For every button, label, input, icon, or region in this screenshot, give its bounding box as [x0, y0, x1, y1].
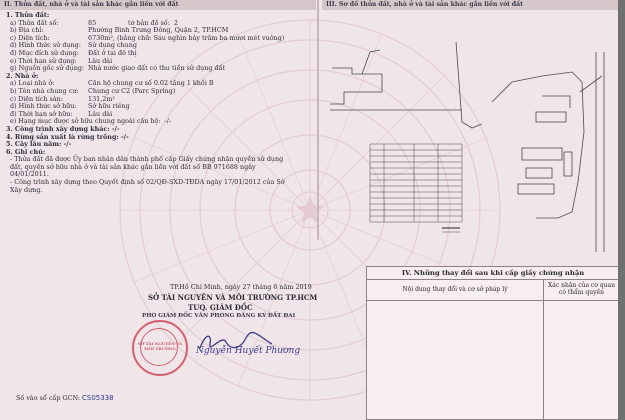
changes-column-rule [543, 300, 544, 419]
note-item: - Thửa đất đã được Ủy ban nhân dân thành phố cấp Giấy chứng nhận quyền sử dụng đất, quyền sở hữu nhà ở và tài sản khác gắn liền với đất số BB 971688 ngày 04/01/2011. [10, 155, 284, 179]
section-header-diagram: III. Sơ đồ thửa đất, nhà ở và tài sản khác gắn liền với đất [322, 0, 618, 10]
land-row: đ) Mục đích sử dụng: Đất ở tại đô thị [10, 48, 137, 57]
changes-table [366, 266, 618, 420]
house-row: d) Hình thức sở hữu: Sở hữu riêng [10, 102, 130, 111]
registration-label: Số vào sổ cấp GCN: [16, 394, 80, 402]
house-row: e) Hạng mục được sở hữu chung ngoài căn hộ: -/- [10, 117, 172, 126]
house-row: đ) Thời hạn sở hữu: Lâu dài [10, 109, 113, 118]
section-header-land: II. Thửa đất, nhà ở và tài sản khác gắn liền với đất [0, 0, 316, 10]
registration-footer [16, 394, 114, 402]
land-row: c) Diện tích: 6730m², (bằng chữ: Sáu nghìn bảy trăm ba mươi mét vuông) [10, 33, 285, 42]
changes-title: IV. Những thay đổi sau khi cấp giấy chứng nhận [367, 267, 618, 280]
issuing-authority: SỞ TÀI NGUYÊN VÀ MÔI TRƯỜNG TP.HCM [148, 293, 318, 302]
stamp-text: SỞ TÀI NGUYÊN VÀ MÔI TRƯỜNG [137, 341, 183, 351]
land-row: g) Nguồn gốc sử dụng: Nhà nước giao đất có thu tiền sử dụng đất [10, 64, 226, 73]
note-item: - Công trình xây dựng theo Quyết định số 02/QĐ-SXD-TĐDA ngày 17/01/2012 của Sở Xây dựng. [10, 178, 285, 194]
house-heading: 2. Nhà ở: [6, 71, 39, 80]
changes-header-row [367, 280, 618, 301]
issue-date: TP.Hồ Chí Minh, ngày 27 tháng 6 năm 2019 [170, 283, 312, 291]
planted-forest: 4. Rừng sản xuất là rừng trồng: -/- [6, 132, 129, 141]
land-heading: 1. Thửa đất: [6, 11, 50, 19]
changes-col-confirmation: Xác nhận của cơ quan có thẩm quyền [548, 282, 615, 296]
column-divider [317, 0, 319, 240]
registration-number: CS05338 [82, 394, 114, 402]
land-row: d) Hình thức sử dụng: Sử dụng chung [10, 41, 137, 50]
house-row: b) Tên nhà chung cư: Chung cư C2 (Parc Spring) [10, 86, 176, 95]
land-row: e) Thời hạn sử dụng: Lâu dài [10, 56, 113, 65]
house-row: c) Diện tích sàn: 131,2m² [10, 94, 115, 103]
land-plot-diagram [322, 12, 614, 262]
perennial-trees: 5. Cây lâu năm: -/- [6, 140, 72, 149]
house-row: a) Loại nhà ở: Căn hộ chung cư số 0.02 tầng 1 khối B [10, 79, 214, 88]
changes-col-content: Nội dung thay đổi và cơ sở pháp lý [367, 280, 544, 300]
official-stamp [132, 320, 188, 376]
office-title: PHÓ GIÁM ĐỐC VĂN PHÒNG ĐĂNG KÝ ĐẤT ĐAI [142, 313, 296, 319]
signer-name: Nguyễn Huyết Phương [196, 346, 301, 356]
land-row: b) Địa chỉ: Phường Bình Trưng Đông, Quận 2, TP.HCM [10, 26, 229, 35]
land-info-block [6, 12, 306, 194]
authority-delegation: TUQ. GIÁM ĐỐC [188, 303, 253, 312]
land-row: a) Thửa đất số: 85 tờ bản đồ số: 2 [10, 18, 178, 27]
notes-heading: 6. Ghi chú: [6, 147, 46, 156]
other-construction: 3. Công trình xây dựng khác: -/- [6, 124, 120, 133]
